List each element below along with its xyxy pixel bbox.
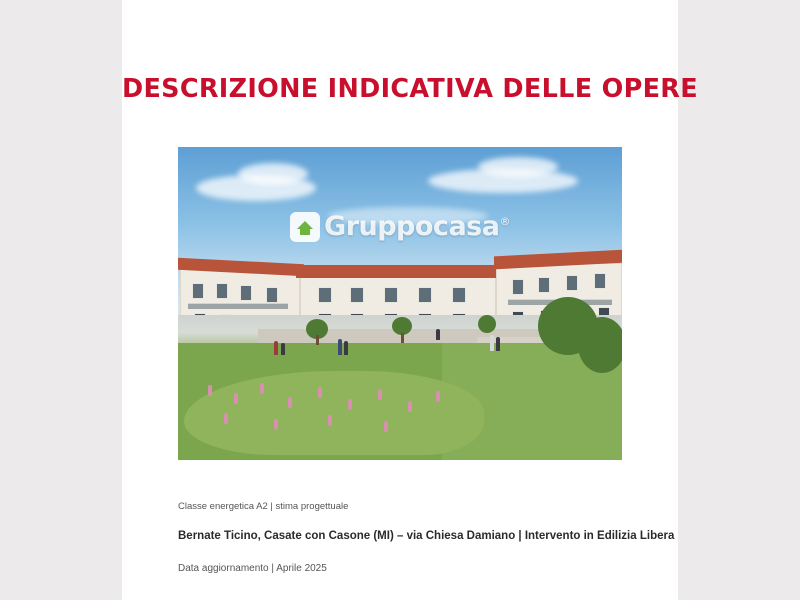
page-title: DESCRIZIONE INDICATIVA DELLE OPERE [122, 74, 698, 104]
person [274, 341, 278, 355]
registered-mark: ® [499, 215, 510, 228]
caption-update-date: Data aggiornamento | Aprile 2025 [178, 563, 327, 574]
window [240, 285, 252, 301]
tree-trunk [401, 333, 404, 343]
window [452, 287, 466, 303]
window [512, 279, 524, 295]
flower [260, 383, 264, 394]
window [538, 277, 550, 293]
window [216, 283, 228, 299]
person [338, 339, 342, 355]
person [436, 329, 440, 340]
window [594, 273, 606, 289]
watermark [178, 211, 622, 242]
bush [478, 315, 496, 333]
flower [274, 419, 278, 430]
caption-project: Bernate Ticino, Casate con Casone (MI) – via Chiesa Damiano | Intervento in Edilizia Libera [178, 530, 675, 542]
flower [328, 415, 332, 426]
flower [224, 413, 228, 424]
window [384, 287, 398, 303]
flower [288, 397, 292, 408]
flower [408, 401, 412, 412]
window [350, 287, 364, 303]
flower [436, 391, 440, 402]
house-logo-icon [290, 212, 320, 242]
watermark-brand: Gruppocasa [324, 211, 500, 242]
person [490, 335, 494, 351]
cloud [238, 163, 308, 185]
person [496, 337, 500, 351]
balcony [188, 303, 288, 309]
flower [348, 399, 352, 410]
tree-trunk [316, 335, 319, 345]
person [344, 341, 348, 355]
caption-energy-class: Classe energetica A2 | stima progettuale [178, 501, 349, 512]
bush [578, 317, 622, 373]
flower [318, 387, 322, 398]
flower [384, 421, 388, 432]
window [192, 283, 204, 299]
window [566, 275, 578, 291]
window [418, 287, 432, 303]
person [281, 343, 285, 355]
document-page [122, 0, 698, 600]
cloud [478, 157, 558, 177]
roof-center [296, 265, 500, 278]
window [318, 287, 332, 303]
flower [208, 385, 212, 396]
flower [234, 393, 238, 404]
flower [378, 389, 382, 400]
window [266, 287, 278, 303]
project-render-image [178, 147, 622, 460]
